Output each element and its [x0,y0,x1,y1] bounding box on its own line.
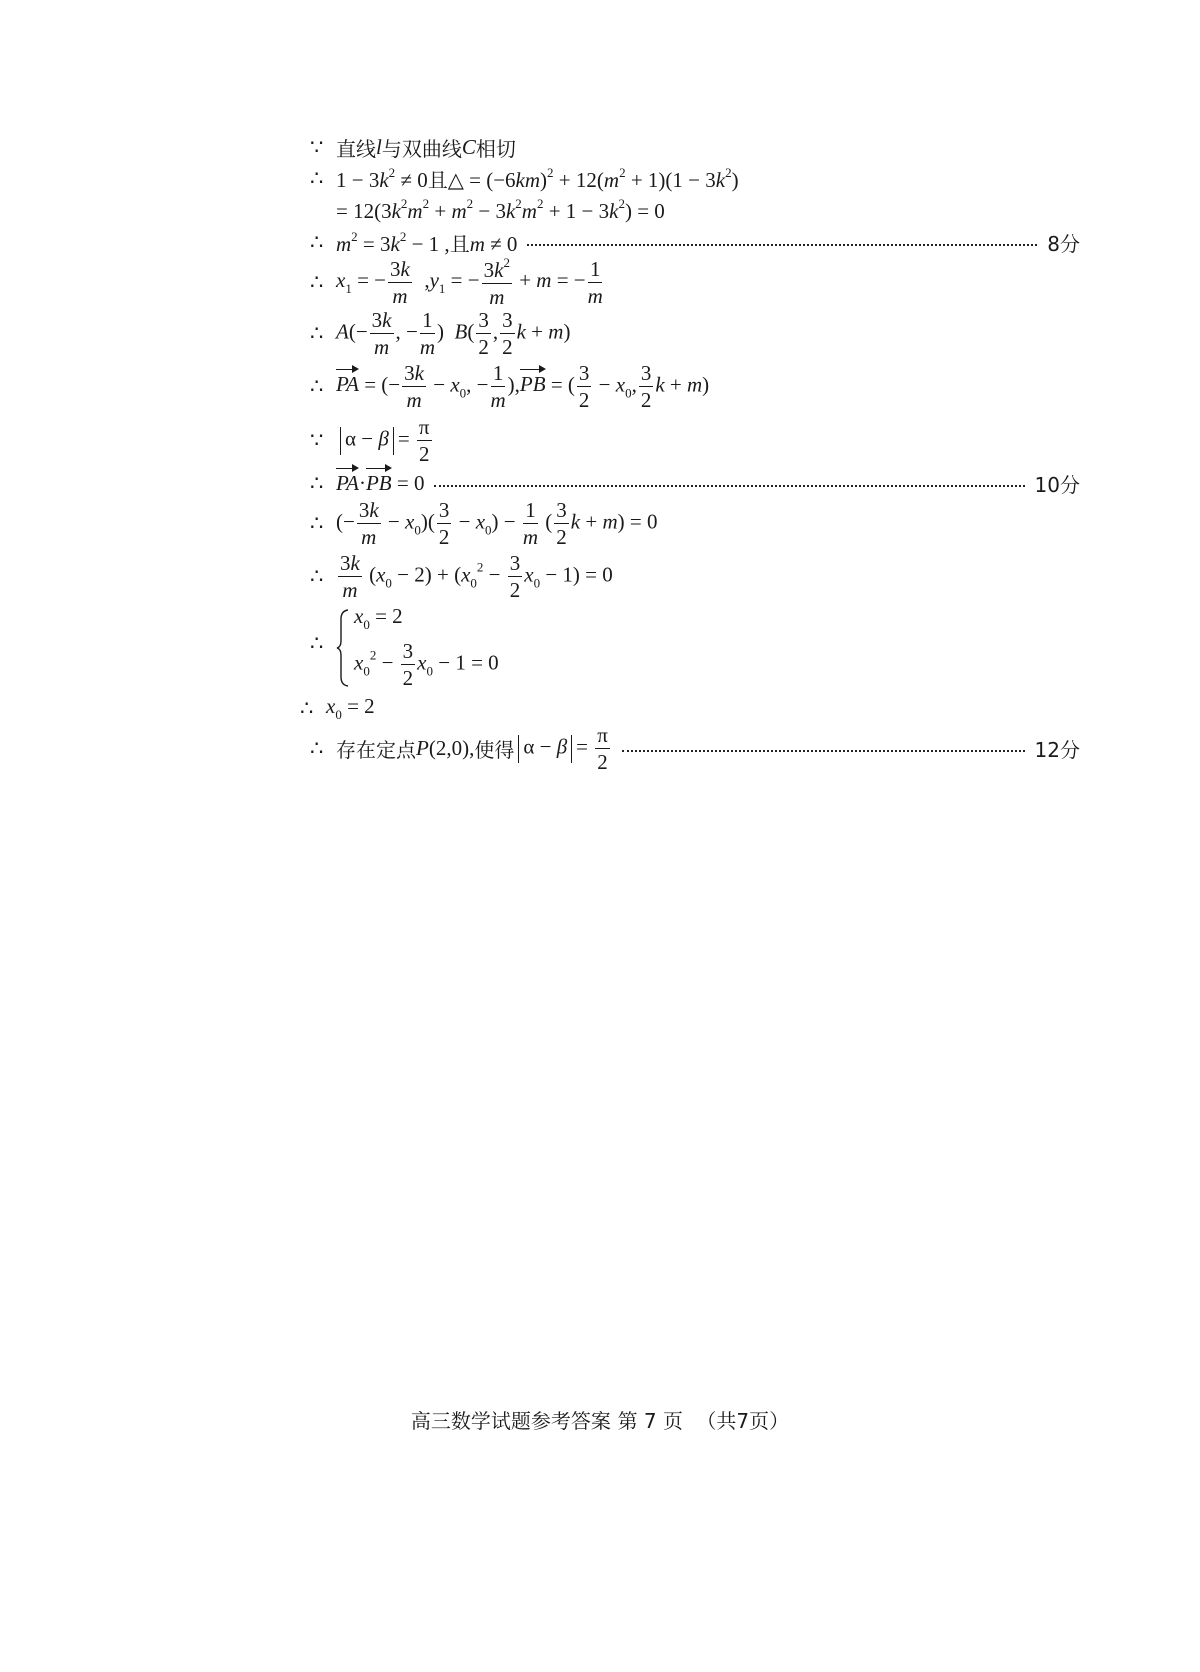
footer-title: 高三数学试题参考答案 [410,1409,611,1433]
text-and: 且 [427,168,448,192]
formula-points-AB: A(− $\frac{3k}{m}$ , − $\frac{1}{m}$ ) B( $\frac{3}{2}$ , $\frac{3}{2}$ k + m) [336,308,571,360]
formula-dot-product: PA·PB = 0 [336,471,425,495]
line-8 [310,416,1080,465]
line-9 [310,469,1080,498]
therefore-symbol: ∴ [300,696,314,720]
score-10: 10分 [1034,473,1080,497]
system-brace [336,609,350,687]
dot-leader [434,485,1024,487]
line-13 [300,694,1070,723]
therefore-symbol: ∴ [310,511,324,536]
formula-rearranged: $\frac{3k}{m}$ $(x_0 - 2) + (x_0^2$ − $\frac{3}{2}$ $x_0 - 1) = 0$ [340,551,613,603]
line-7 [310,362,1080,411]
formula-x0: $x_0 = 2$ [326,694,375,722]
formula-discriminant: $1 - 3k^2 \ne 0$且△ = $(-6km)^2 + 12(m^2 + 1)(1 - 3k^2)$ [336,165,739,192]
therefore-symbol: ∴ [310,321,324,346]
formula-product-expansion: (− $\frac{3k}{m}$ − $x_0$)( $\frac{3}{2}$ − $x_0$) − $\frac{1}{m}$ ( $\frac{3}{2}$ k + m) = 0 [336,498,658,550]
line-1 [310,133,1080,162]
therefore-symbol: ∴ [310,230,324,254]
page-footer [0,1405,1200,1434]
line-14 [310,724,1080,773]
var-l: l [376,135,382,159]
line-6 [310,309,1080,358]
therefore-symbol: ∴ [310,564,324,589]
line-4 [310,228,1080,257]
text-such-that: 使得 [474,738,515,763]
formula-angle: α − β = $\frac{\pi}{2}$ [336,416,434,465]
because-symbol: ∵ [310,428,324,453]
system-eq-2: $x_0^2$ − $\frac{3}{2}$ $x_0 - 1 = 0$ [354,639,499,691]
therefore-symbol: ∴ [310,269,324,294]
text-line: 直线 [336,137,376,161]
text-fixed-point: 存在定点 [336,738,416,763]
footer-total-pages: （共7页） [696,1409,790,1433]
text-and: 且 [449,232,470,256]
formula-expansion: = $12(3k^2m^2 + m^2 - 3k^2m^2 + 1 - 3k^2) = 0$ [336,196,665,223]
system-eq-1: $x_0 = 2$ [354,604,403,632]
line-10 [310,499,1080,548]
text-hyperbola: 与双曲线 [381,137,462,161]
var-C: C [461,135,476,159]
score-12: 12分 [1034,738,1080,763]
therefore-symbol: ∴ [310,471,324,495]
therefore-symbol: ∴ [310,374,324,399]
footer-page-number: 第 7 页 [617,1409,684,1433]
formula-point-P: P(2,0), [416,736,475,761]
text-tangent: 相切 [475,137,516,161]
score-8: 8分 [1047,232,1080,256]
line-5 [310,256,1080,308]
formula-angle-final: α − β = $\frac{\pi}{2}$ [514,724,612,773]
formula-x1-y1: $x_1$ = − $\frac{3k}{m}$ $,y_1$ = − $\frac{3k^2}{m}$ + m = − $\frac{1}{m}$ [336,255,603,310]
formula-m-squared: $m^2 = 3k^2 - 1$ ,且m ≠ 0 [336,229,518,256]
line-3 [336,196,1106,224]
therefore-symbol: ∴ [310,166,324,190]
therefore-symbol: ∴ [310,631,324,655]
therefore-symbol: ∴ [310,736,324,761]
line-2 [310,164,1080,193]
dot-leader [527,244,1037,246]
line-11 [310,552,1080,601]
dot-leader [622,750,1025,752]
formula-vectors: PA = (− $\frac{3k}{m}$ − $x_0$, − $\frac{1}{m}$ ),PB = ( $\frac{3}{2}$ − $x_0$, $\frac{3}{2}$ k + m) [336,361,710,413]
because-symbol: ∵ [310,135,324,159]
